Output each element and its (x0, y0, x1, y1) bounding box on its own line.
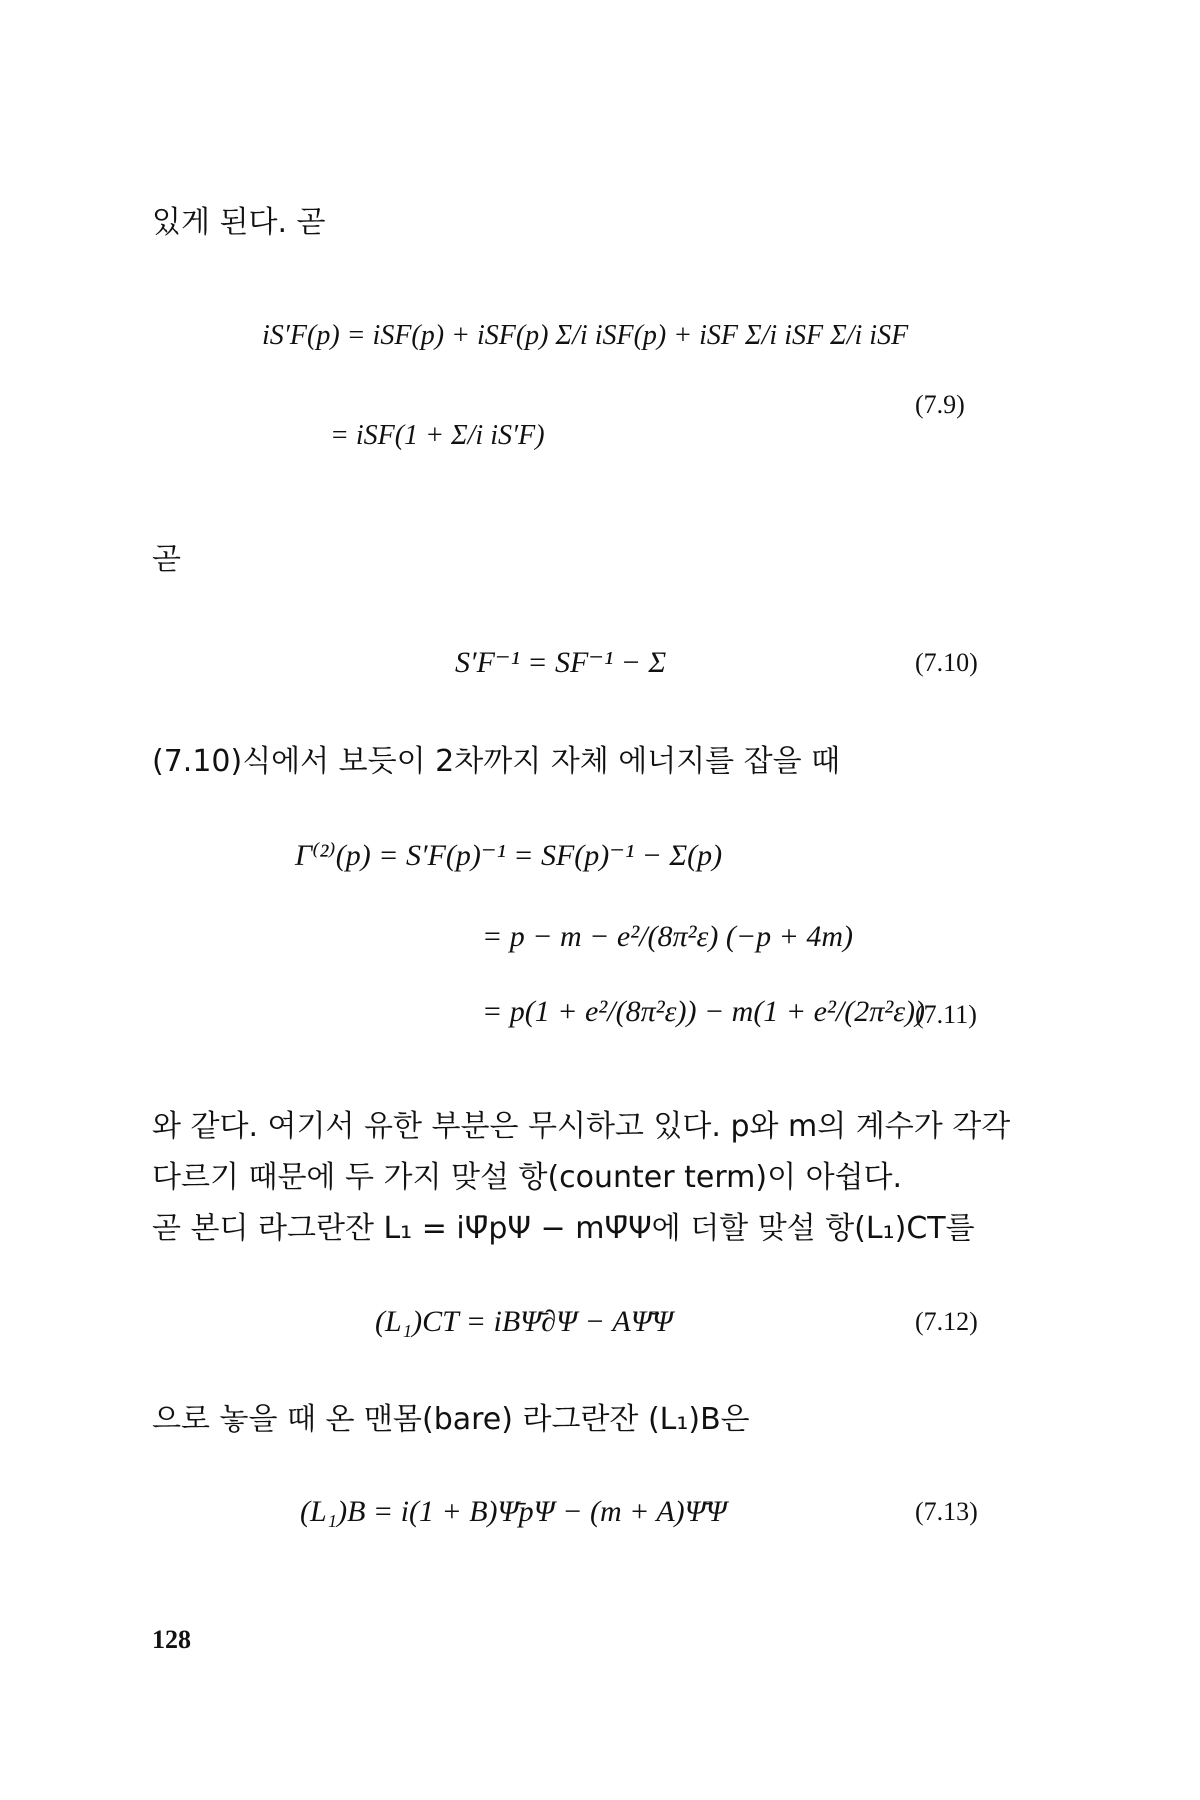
equation-number-7-11: (7.11) (915, 1000, 977, 1029)
paragraph-line-3: 곧 본디 라그란잔 L₁ = iΨ̄pΨ − mΨ̄Ψ에 더할 맞설 항(L₁)CT를 (152, 1211, 975, 1246)
equation-7-9-line-1: iS′F(p) = iSF(p) + iSF(p) Σ/i iSF(p) + iSF Σ/i iSF Σ/i iSF (262, 320, 909, 351)
equation-7-13: (L₁)B = i(1 + B)Ψ̄pΨ − (m + A)Ψ̄Ψ (300, 1495, 727, 1528)
equation-7-9-line-2: = iSF(1 + Σ/i iS′F) (330, 420, 545, 451)
paragraph-after-7-10: (7.10)식에서 보듯이 2차까지 자체 에너지를 잡을 때 (152, 744, 841, 779)
connective-text: 곧 (152, 542, 181, 577)
equation-number-7-10: (7.10) (915, 648, 978, 677)
page-number: 128 (152, 1625, 191, 1654)
intro-line: 있게 된다. 곧 (152, 205, 326, 240)
equation-7-11-line-3: = p(1 + e²/(8π²ε)) − m(1 + e²/(2π²ε)) (482, 995, 926, 1028)
equation-7-11-line-2: = p − m − e²/(8π²ε) (−p + 4m) (482, 920, 854, 953)
equation-7-11-line-1: Γ⁽²⁾(p) = S′F(p)⁻¹ = SF(p)⁻¹ − Σ(p) (295, 839, 723, 872)
equation-number-7-9: (7.9) (915, 390, 965, 419)
equation-number-7-13: (7.13) (915, 1497, 978, 1526)
equation-7-10: S′F⁻¹ = SF⁻¹ − Σ (455, 646, 667, 679)
paragraph-after-7-12: 으로 놓을 때 온 맨몸(bare) 라그란잔 (L₁)B은 (152, 1402, 750, 1437)
paragraph-line-1: 와 같다. 여기서 유한 부분은 무시하고 있다. p와 m의 계수가 각각 (152, 1109, 1011, 1144)
equation-7-12: (L₁)CT = iBΨ̄∂Ψ − AΨ̄Ψ (375, 1305, 673, 1338)
equation-number-7-12: (7.12) (915, 1307, 978, 1336)
paragraph-line-2: 다르기 때문에 두 가지 맞설 항(counter term)이 아쉽다. (152, 1160, 903, 1195)
